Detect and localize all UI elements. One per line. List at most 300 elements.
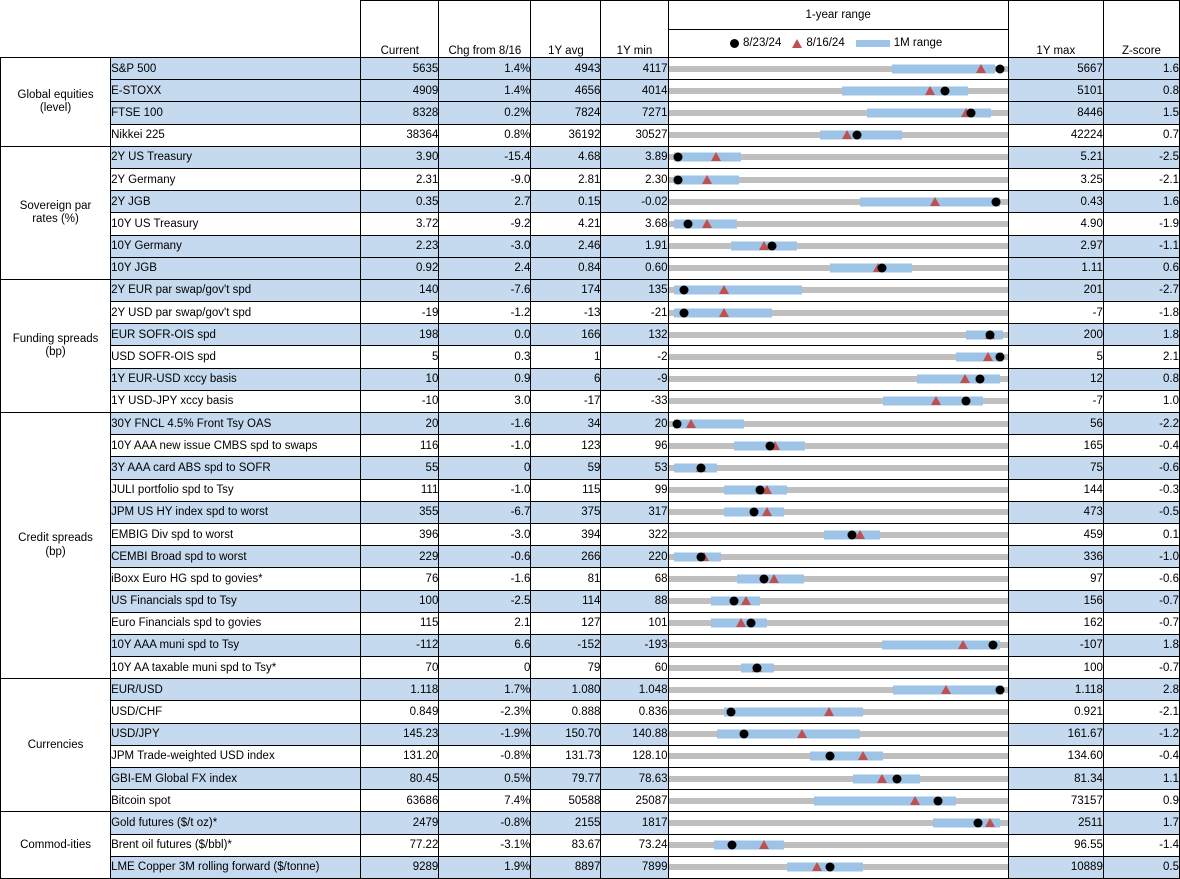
cell-zscore: -2.7 — [1103, 279, 1179, 301]
cell-1y-min: 4117 — [601, 58, 668, 80]
cell-zscore: -2.2 — [1103, 413, 1179, 435]
row-label: iBoxx Euro HG spd to govies* — [111, 568, 361, 590]
current-marker-icon — [826, 752, 835, 761]
table-row — [1, 168, 1180, 190]
group-label: Sovereign par rates (%) — [1, 146, 111, 279]
cell-current: 1.118 — [361, 679, 439, 701]
cell-current: 396 — [361, 523, 439, 545]
cell-1y-avg: 127 — [531, 612, 601, 634]
cell-chg: -2.5 — [439, 590, 531, 612]
range-cell — [668, 146, 1008, 168]
cell-1y-avg: 59 — [531, 457, 601, 479]
row-label: 10Y JGB — [111, 257, 361, 279]
cell-1y-avg: 2155 — [531, 812, 601, 834]
table-row — [1, 657, 1180, 679]
cell-chg: -0.6 — [439, 546, 531, 568]
cell-1y-min: 317 — [601, 501, 668, 523]
cell-1y-min: 68 — [601, 568, 668, 590]
cell-1y-min: 128.10 — [601, 745, 668, 767]
cell-zscore: -1.4 — [1103, 834, 1179, 856]
cell-1y-avg: 0.84 — [531, 257, 601, 279]
cell-1y-max: 8446 — [1008, 102, 1103, 124]
row-label: EMBIG Div spd to worst — [111, 523, 361, 545]
range-cell — [668, 235, 1008, 257]
cell-1y-avg: 81 — [531, 568, 601, 590]
current-marker-icon — [975, 375, 984, 384]
range-cell — [668, 501, 1008, 523]
header-1y-range-title: 1-year range — [668, 1, 1008, 30]
cell-1y-avg: 50588 — [531, 790, 601, 812]
range-cell — [668, 390, 1008, 412]
range-cell — [668, 368, 1008, 390]
range-cell — [668, 679, 1008, 701]
table-row — [1, 390, 1180, 412]
current-marker-icon — [739, 730, 748, 739]
cell-1y-avg: 79.77 — [531, 768, 601, 790]
group-label: Credit spreads (bp) — [1, 413, 111, 679]
cell-1y-max: 97 — [1008, 568, 1103, 590]
row-label: LME Copper 3M rolling forward ($/tonne) — [111, 856, 361, 878]
row-label: USD/CHF — [111, 701, 361, 723]
cell-chg: -3.0 — [439, 523, 531, 545]
range-cell — [668, 213, 1008, 235]
prior-week-marker-icon — [719, 286, 729, 295]
current-marker-icon — [766, 441, 775, 450]
cell-1y-min: 96 — [601, 435, 668, 457]
range-cell — [668, 302, 1008, 324]
prior-week-marker-icon — [769, 574, 779, 583]
current-marker-icon — [696, 463, 705, 472]
row-label: 10Y AAA muni spd to Tsy — [111, 634, 361, 656]
cell-1y-max: 96.55 — [1008, 834, 1103, 856]
current-marker-icon — [684, 219, 693, 228]
table-row — [1, 768, 1180, 790]
range-cell — [668, 457, 1008, 479]
cell-current: 20 — [361, 413, 439, 435]
cell-zscore: -0.5 — [1103, 501, 1179, 523]
cell-chg: 7.4% — [439, 790, 531, 812]
table-row — [1, 612, 1180, 634]
table-row — [1, 146, 1180, 168]
legend-bar-label: 1M range — [893, 37, 943, 50]
table-row — [1, 479, 1180, 501]
cell-zscore: -0.7 — [1103, 612, 1179, 634]
range-track — [669, 465, 1008, 471]
cell-1y-min: 322 — [601, 523, 668, 545]
row-label: USD/JPY — [111, 723, 361, 745]
row-label: US Financials spd to Tsy — [111, 590, 361, 612]
prior-week-marker-icon — [910, 796, 920, 805]
prior-week-marker-icon — [824, 707, 834, 716]
cell-1y-max: 0.921 — [1008, 701, 1103, 723]
cell-1y-min: 140.88 — [601, 723, 668, 745]
cell-current: 70 — [361, 657, 439, 679]
row-label: Euro Financials spd to govies — [111, 612, 361, 634]
cell-1y-avg: 2.46 — [531, 235, 601, 257]
one-month-range-bar — [674, 286, 802, 295]
table-row — [1, 546, 1180, 568]
range-cell — [668, 479, 1008, 501]
row-label: 2Y USD par swap/gov't spd — [111, 302, 361, 324]
current-marker-icon — [680, 286, 689, 295]
header-1y-min — [601, 1, 668, 30]
cell-1y-avg: 0.888 — [531, 701, 601, 723]
cell-chg: -7.6 — [439, 279, 531, 301]
cell-1y-min: 1.048 — [601, 679, 668, 701]
range-cell — [668, 279, 1008, 301]
cell-1y-min: 3.89 — [601, 146, 668, 168]
cell-chg: -9.0 — [439, 168, 531, 190]
cell-current: 55 — [361, 457, 439, 479]
cell-zscore: 1.1 — [1103, 768, 1179, 790]
one-month-range-bar — [674, 419, 744, 428]
cell-1y-avg: -17 — [531, 390, 601, 412]
cell-chg: 0.0 — [439, 324, 531, 346]
cell-zscore: -1.2 — [1103, 723, 1179, 745]
cell-1y-max: 134.60 — [1008, 745, 1103, 767]
cell-current: 8328 — [361, 102, 439, 124]
cell-1y-max: 56 — [1008, 413, 1103, 435]
cell-current: 10 — [361, 368, 439, 390]
table-row — [1, 745, 1180, 767]
cell-1y-max: 1.118 — [1008, 679, 1103, 701]
cell-zscore: -0.6 — [1103, 457, 1179, 479]
prior-week-marker-icon — [925, 86, 935, 95]
header-min-label: 1Y min — [601, 29, 668, 58]
cell-1y-avg: 36192 — [531, 124, 601, 146]
row-label: 1Y USD-JPY xccy basis — [111, 390, 361, 412]
legend-triangle-label: 8/16/24 — [806, 37, 845, 50]
table-row — [1, 124, 1180, 146]
cell-1y-max: 12 — [1008, 368, 1103, 390]
cell-chg: 0.3 — [439, 346, 531, 368]
range-cell — [668, 856, 1008, 878]
table-row — [1, 834, 1180, 856]
cell-1y-avg: 115 — [531, 479, 601, 501]
table-row — [1, 235, 1180, 257]
row-label: 1Y EUR-USD xccy basis — [111, 368, 361, 390]
cell-1y-max: 201 — [1008, 279, 1103, 301]
cell-1y-max: 5 — [1008, 346, 1103, 368]
one-month-range-bar — [882, 641, 1000, 650]
range-track — [669, 776, 1008, 782]
cell-1y-min: 135 — [601, 279, 668, 301]
cell-current: 2.23 — [361, 235, 439, 257]
cell-chg: -1.6 — [439, 568, 531, 590]
current-marker-icon — [674, 175, 683, 184]
cell-1y-min: 60 — [601, 657, 668, 679]
cell-zscore: -0.3 — [1103, 479, 1179, 501]
cell-zscore: 0.6 — [1103, 257, 1179, 279]
cell-1y-min: 88 — [601, 590, 668, 612]
row-label: Brent oil futures ($/bbl)* — [111, 834, 361, 856]
cell-1y-min: 0.836 — [601, 701, 668, 723]
cell-current: 0.35 — [361, 191, 439, 213]
cell-1y-max: 5667 — [1008, 58, 1103, 80]
cell-1y-max: 2511 — [1008, 812, 1103, 834]
cell-zscore: 0.1 — [1103, 523, 1179, 545]
range-cell — [668, 102, 1008, 124]
header-avg-label: 1Y avg — [531, 29, 601, 58]
table-row — [1, 856, 1180, 878]
cell-1y-min: -193 — [601, 634, 668, 656]
group-label: Global equities (level) — [1, 58, 111, 147]
cell-1y-avg: 6 — [531, 368, 601, 390]
cell-current: -10 — [361, 390, 439, 412]
cell-1y-avg: 4.21 — [531, 213, 601, 235]
header-1y-max — [1008, 1, 1103, 30]
prior-week-marker-icon — [983, 352, 993, 361]
header-max-label: 1Y max — [1008, 29, 1103, 58]
cell-zscore: 1.8 — [1103, 324, 1179, 346]
cell-chg: -3.1% — [439, 834, 531, 856]
prior-week-marker-icon — [941, 685, 951, 694]
prior-week-marker-icon — [797, 729, 807, 738]
prior-week-marker-icon — [702, 175, 712, 184]
cell-1y-min: 220 — [601, 546, 668, 568]
current-marker-icon — [826, 863, 835, 872]
prior-week-marker-icon — [855, 530, 865, 539]
current-marker-icon — [756, 486, 765, 495]
range-cell — [668, 612, 1008, 634]
current-marker-icon — [729, 597, 738, 606]
one-month-range-bar — [714, 841, 784, 850]
table-row — [1, 279, 1180, 301]
cell-1y-max: 200 — [1008, 324, 1103, 346]
cell-zscore: 1.6 — [1103, 191, 1179, 213]
cell-1y-max: 161.67 — [1008, 723, 1103, 745]
row-label: GBI-EM Global FX index — [111, 768, 361, 790]
cell-zscore: 0.9 — [1103, 790, 1179, 812]
current-marker-icon — [940, 86, 949, 95]
cell-chg: -0.8% — [439, 812, 531, 834]
current-marker-icon — [768, 242, 777, 251]
current-marker-icon — [728, 841, 737, 850]
cell-zscore: -0.7 — [1103, 657, 1179, 679]
cell-1y-max: -107 — [1008, 634, 1103, 656]
table-row — [1, 501, 1180, 523]
table-row — [1, 368, 1180, 390]
cell-1y-max: 5101 — [1008, 80, 1103, 102]
prior-week-marker-icon — [736, 618, 746, 627]
cell-chg: -15.4 — [439, 146, 531, 168]
current-marker-icon — [985, 330, 994, 339]
cell-1y-max: 2.97 — [1008, 235, 1103, 257]
cell-zscore: 2.8 — [1103, 679, 1179, 701]
cell-1y-avg: 174 — [531, 279, 601, 301]
table-row — [1, 723, 1180, 745]
prior-week-marker-icon — [762, 507, 772, 516]
cell-chg: 2.4 — [439, 257, 531, 279]
cell-chg: 0.9 — [439, 368, 531, 390]
cell-1y-min: 7271 — [601, 102, 668, 124]
current-marker-icon — [995, 685, 1004, 694]
legend-triangle-icon — [792, 39, 802, 48]
row-label: 10Y AA taxable muni spd to Tsy* — [111, 657, 361, 679]
row-label: 10Y Germany — [111, 235, 361, 257]
header-1y-avg — [531, 1, 601, 30]
cell-chg: 0.5% — [439, 768, 531, 790]
cell-1y-min: 1.91 — [601, 235, 668, 257]
cell-1y-avg: 1 — [531, 346, 601, 368]
cell-chg: -9.2 — [439, 213, 531, 235]
cell-zscore: -1.9 — [1103, 213, 1179, 235]
one-month-range-bar — [810, 752, 883, 761]
cell-1y-max: 10889 — [1008, 856, 1103, 878]
cell-1y-max: 73157 — [1008, 790, 1103, 812]
group-label: Commod-ities — [1, 812, 111, 879]
current-marker-icon — [852, 131, 861, 140]
range-track — [669, 243, 1008, 249]
cell-zscore: 2.1 — [1103, 346, 1179, 368]
current-marker-icon — [934, 796, 943, 805]
table-row — [1, 590, 1180, 612]
cell-1y-min: 99 — [601, 479, 668, 501]
cell-chg: 1.4% — [439, 80, 531, 102]
header-zscore — [1103, 1, 1179, 30]
range-track — [669, 332, 1008, 338]
cell-current: -112 — [361, 634, 439, 656]
current-marker-icon — [749, 508, 758, 517]
row-label: 2Y EUR par swap/gov't spd — [111, 279, 361, 301]
cell-zscore: -1.0 — [1103, 546, 1179, 568]
current-marker-icon — [680, 308, 689, 317]
cell-chg: 0.8% — [439, 124, 531, 146]
current-marker-icon — [988, 641, 997, 650]
row-label: EUR SOFR-OIS spd — [111, 324, 361, 346]
current-marker-icon — [877, 264, 886, 273]
range-cell — [668, 346, 1008, 368]
cell-1y-avg: 8897 — [531, 856, 601, 878]
cell-chg: -0.8% — [439, 745, 531, 767]
cell-1y-avg: 123 — [531, 435, 601, 457]
prior-week-marker-icon — [931, 396, 941, 405]
header-corner — [1, 1, 111, 58]
cell-chg: 1.9% — [439, 856, 531, 878]
current-marker-icon — [753, 663, 762, 672]
range-track — [669, 443, 1008, 449]
cell-current: 2479 — [361, 812, 439, 834]
cell-current: 77.22 — [361, 834, 439, 856]
cell-1y-min: 101 — [601, 612, 668, 634]
prior-week-marker-icon — [842, 130, 852, 139]
row-label: JPM US HY index spd to worst — [111, 501, 361, 523]
header-current — [361, 1, 439, 30]
cell-1y-min: 4014 — [601, 80, 668, 102]
cell-1y-min: 25087 — [601, 790, 668, 812]
prior-week-marker-icon — [958, 641, 968, 650]
cell-current: 198 — [361, 324, 439, 346]
cell-1y-max: 5.21 — [1008, 146, 1103, 168]
cell-1y-min: 20 — [601, 413, 668, 435]
cell-1y-avg: 114 — [531, 590, 601, 612]
row-label: JULI portfolio spd to Tsy — [111, 479, 361, 501]
cell-1y-min: 78.63 — [601, 768, 668, 790]
table-row — [1, 457, 1180, 479]
cell-current: 3.72 — [361, 213, 439, 235]
cell-1y-max: 473 — [1008, 501, 1103, 523]
cell-1y-min: -0.02 — [601, 191, 668, 213]
row-label: Nikkei 225 — [111, 124, 361, 146]
cell-current: 63686 — [361, 790, 439, 812]
cell-1y-max: 75 — [1008, 457, 1103, 479]
cell-zscore: -2.1 — [1103, 168, 1179, 190]
cell-1y-min: -21 — [601, 302, 668, 324]
cell-1y-max: 336 — [1008, 546, 1103, 568]
prior-week-marker-icon — [711, 152, 721, 161]
cell-zscore: -2.1 — [1103, 701, 1179, 723]
range-cell — [668, 168, 1008, 190]
cell-zscore: -1.8 — [1103, 302, 1179, 324]
cell-current: 145.23 — [361, 723, 439, 745]
row-label: USD SOFR-OIS spd — [111, 346, 361, 368]
table-row — [1, 80, 1180, 102]
header-chg — [439, 1, 531, 30]
cell-1y-min: 0.60 — [601, 257, 668, 279]
cell-1y-min: 1817 — [601, 812, 668, 834]
cell-1y-avg: 375 — [531, 501, 601, 523]
cell-current: 2.31 — [361, 168, 439, 190]
cell-chg: -1.2 — [439, 302, 531, 324]
cell-chg: 0.2% — [439, 102, 531, 124]
row-label: 10Y AAA new issue CMBS spd to swaps — [111, 435, 361, 457]
cell-chg: -3.0 — [439, 235, 531, 257]
cell-current: 0.92 — [361, 257, 439, 279]
legend-dot-icon — [730, 39, 739, 48]
cell-1y-avg: 79 — [531, 657, 601, 679]
cell-1y-min: -33 — [601, 390, 668, 412]
row-label: CEMBI Broad spd to worst — [111, 546, 361, 568]
cell-1y-avg: 83.67 — [531, 834, 601, 856]
cell-chg: -1.0 — [439, 479, 531, 501]
cell-1y-avg: -13 — [531, 302, 601, 324]
table-row — [1, 213, 1180, 235]
current-marker-icon — [673, 419, 682, 428]
current-marker-icon — [992, 197, 1001, 206]
cell-1y-avg: 4943 — [531, 58, 601, 80]
cell-1y-max: -7 — [1008, 302, 1103, 324]
prior-week-marker-icon — [702, 219, 712, 228]
cell-1y-avg: 7824 — [531, 102, 601, 124]
cell-1y-avg: 4.68 — [531, 146, 601, 168]
one-month-range-bar — [917, 375, 1000, 384]
row-label: 2Y Germany — [111, 168, 361, 190]
current-marker-icon — [995, 64, 1004, 73]
cell-chg: 3.0 — [439, 390, 531, 412]
cell-current: 80.45 — [361, 768, 439, 790]
range-track — [669, 509, 1008, 515]
group-label: Currencies — [1, 679, 111, 812]
row-label: 3Y AAA card ABS spd to SOFR — [111, 457, 361, 479]
cell-1y-max: 0.43 — [1008, 191, 1103, 213]
current-marker-icon — [696, 552, 705, 561]
cell-current: 3.90 — [361, 146, 439, 168]
table-row — [1, 701, 1180, 723]
legend — [668, 29, 1008, 58]
cell-1y-min: 2.30 — [601, 168, 668, 190]
cell-zscore: -1.1 — [1103, 235, 1179, 257]
cell-1y-min: 30527 — [601, 124, 668, 146]
cell-chg: 1.4% — [439, 58, 531, 80]
cell-zscore: 0.5 — [1103, 856, 1179, 878]
prior-week-marker-icon — [686, 419, 696, 428]
current-marker-icon — [674, 153, 683, 162]
current-marker-icon — [759, 574, 768, 583]
range-cell — [668, 657, 1008, 679]
cell-1y-avg: 150.70 — [531, 723, 601, 745]
table-row — [1, 790, 1180, 812]
table-row — [1, 812, 1180, 834]
